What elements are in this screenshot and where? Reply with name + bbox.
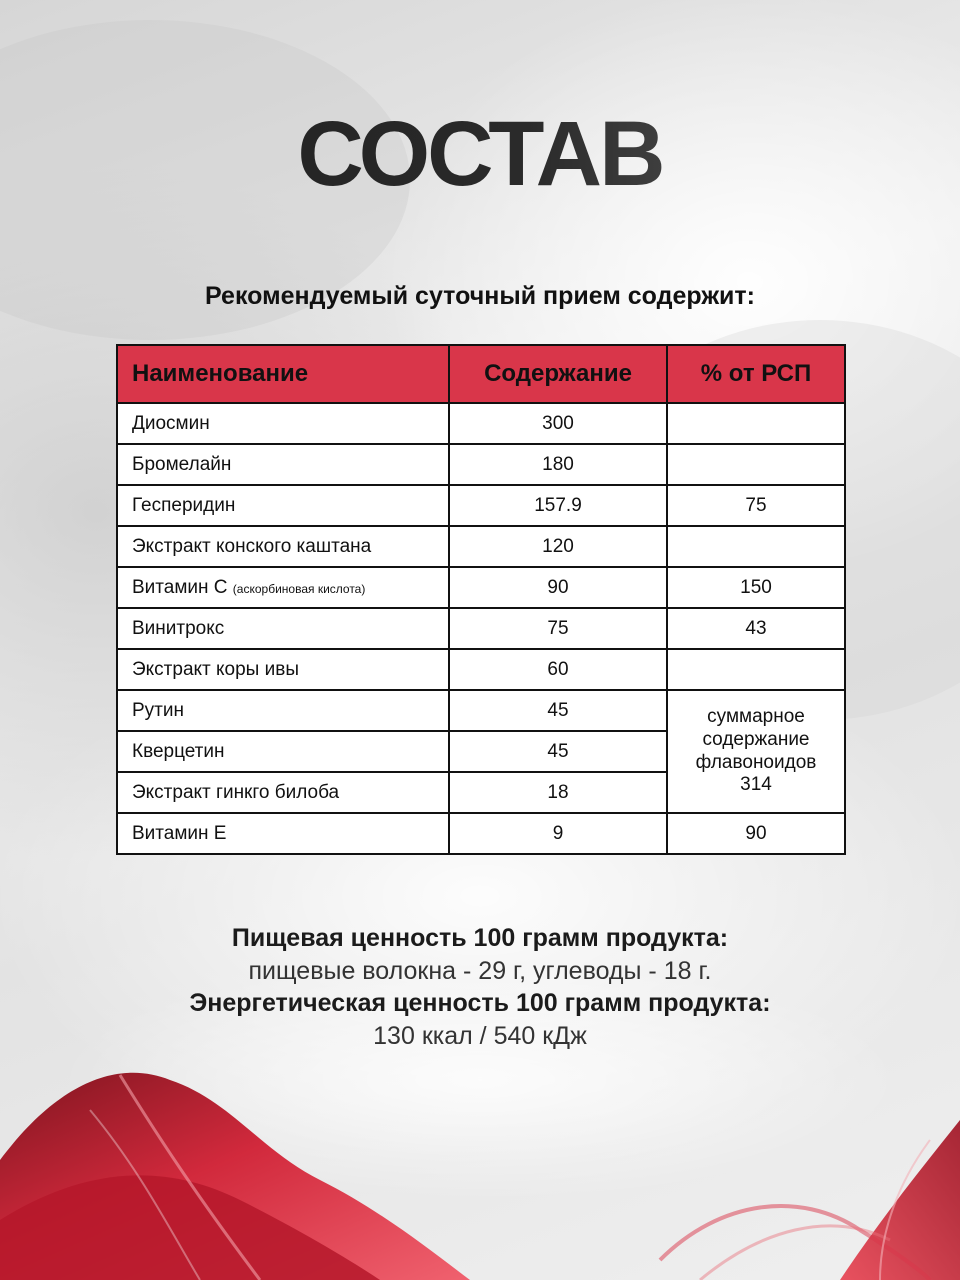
- table-row: [117, 649, 845, 690]
- page-title: СОСТАВ: [0, 108, 960, 200]
- row-rsp: 90: [667, 813, 845, 854]
- table-row: [117, 608, 845, 649]
- table-row: [117, 403, 845, 444]
- row-name: Экстракт коры ивы: [117, 649, 449, 690]
- row-amount: 157.9: [449, 485, 667, 526]
- row-amount: 90: [449, 567, 667, 608]
- row-rsp: [667, 403, 845, 444]
- row-amount: 9: [449, 813, 667, 854]
- row-name: [117, 567, 449, 608]
- row-rsp: 43: [667, 608, 845, 649]
- row-amount: 18: [449, 772, 667, 813]
- row-name: Экстракт гинкго билоба: [117, 772, 449, 813]
- row-amount: 120: [449, 526, 667, 567]
- food-value-text: пищевые волокна - 29 г, углеводы - 18 г.: [248, 956, 712, 985]
- table-header-row: [117, 345, 845, 403]
- row-name-text: Витамин С: [132, 576, 228, 598]
- row-name: Рутин: [117, 690, 449, 731]
- header-rsp: % от РСП: [667, 345, 845, 403]
- row-name: Кверцетин: [117, 731, 449, 772]
- row-amount: 60: [449, 649, 667, 690]
- energy-value-label: Энергетическая ценность 100 грамм продукта:: [189, 989, 771, 1017]
- row-rsp: 150: [667, 567, 845, 608]
- table-row: [117, 444, 845, 485]
- composition-table: [116, 344, 846, 855]
- row-amount: 300: [449, 403, 667, 444]
- row-rsp: [667, 526, 845, 567]
- row-name: Экстракт конского каштана: [117, 526, 449, 567]
- row-name-note: (аскорбиновая кислота): [232, 581, 366, 596]
- row-amount: 45: [449, 731, 667, 772]
- merged-line: 314: [740, 774, 772, 796]
- table-row: [117, 690, 845, 731]
- row-amount: 180: [449, 444, 667, 485]
- merged-line: суммарное: [707, 705, 805, 727]
- header-amount: Содержание: [449, 345, 667, 403]
- row-amount: 75: [449, 608, 667, 649]
- row-name: Диосмин: [117, 403, 449, 444]
- row-name: Гесперидин: [117, 485, 449, 526]
- row-name: Винитрокс: [117, 608, 449, 649]
- table-row: [117, 813, 845, 854]
- row-rsp: 75: [667, 485, 845, 526]
- merged-line: флавоноидов: [695, 751, 817, 773]
- table-subtitle: Рекомендуемый суточный прием содержит:: [205, 282, 755, 310]
- nutrition-block: [0, 922, 960, 1052]
- row-rsp: [667, 444, 845, 485]
- food-value-label: Пищевая ценность 100 грамм продукта:: [231, 924, 729, 952]
- row-name: Бромелайн: [117, 444, 449, 485]
- merged-line: содержание: [702, 728, 810, 750]
- table-row: [117, 485, 845, 526]
- energy-value-text: 130 ккал / 540 кДж: [373, 1021, 587, 1050]
- row-rsp: [667, 649, 845, 690]
- row-name: Витамин Е: [117, 813, 449, 854]
- row-amount: 45: [449, 690, 667, 731]
- table-row: [117, 567, 845, 608]
- header-name: Наименование: [117, 345, 449, 403]
- table-row: [117, 526, 845, 567]
- merged-flavonoids-cell: [667, 690, 845, 813]
